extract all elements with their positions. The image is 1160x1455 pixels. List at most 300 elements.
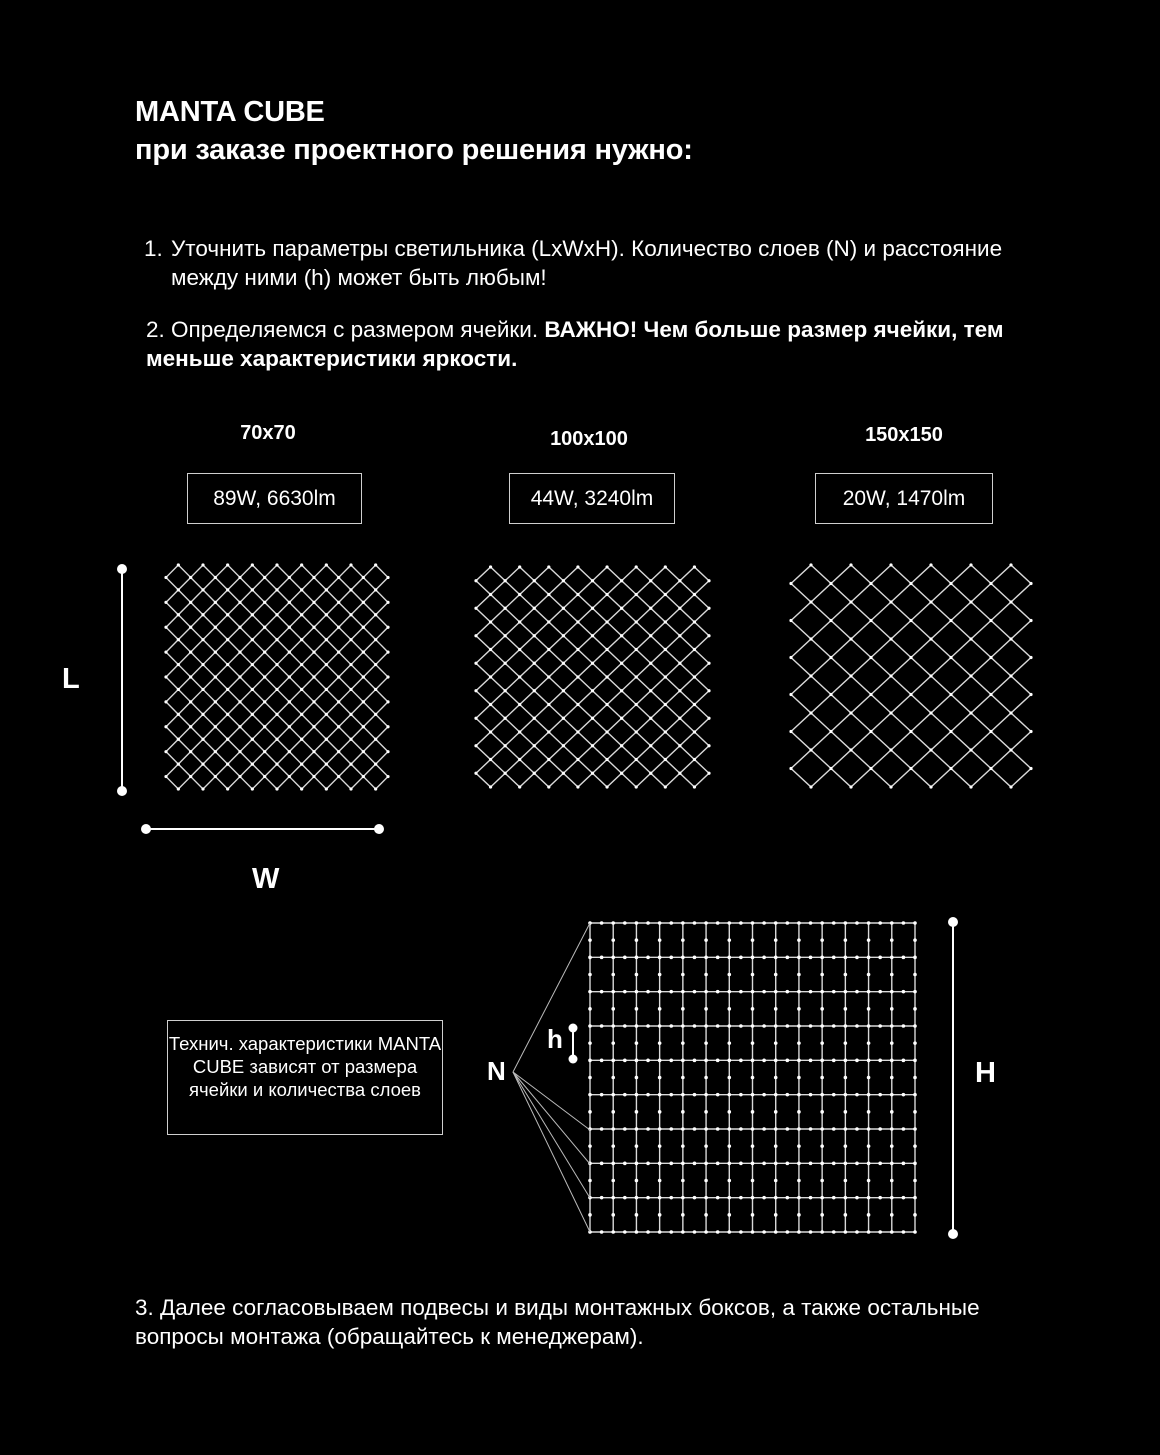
spec-text-100: 44W, 3240lm <box>530 486 654 510</box>
grid-node <box>832 1093 836 1097</box>
mesh-node <box>547 620 550 623</box>
cell-size-label-70: 70x70 <box>240 422 296 444</box>
mesh-node <box>214 626 217 629</box>
mesh-node <box>620 717 623 720</box>
grid-node <box>913 973 917 977</box>
mesh-node <box>275 713 278 716</box>
grid-node <box>820 1059 824 1063</box>
grid-node <box>844 1076 848 1080</box>
mesh-node <box>238 725 241 728</box>
grid-node <box>716 1024 720 1028</box>
mesh-node <box>518 785 521 788</box>
grid-node <box>704 1093 708 1097</box>
mesh-node <box>664 593 667 596</box>
grid-node <box>727 1196 731 1200</box>
grid-node <box>832 1024 836 1028</box>
mesh-node <box>288 626 291 629</box>
mesh-node <box>562 744 565 747</box>
mesh-node <box>635 703 638 706</box>
mesh-node <box>849 563 852 566</box>
grid-node <box>693 1230 697 1234</box>
mesh-node <box>312 601 315 604</box>
grid-node <box>867 1024 871 1028</box>
mesh-node <box>707 607 710 610</box>
grid-node <box>774 938 778 942</box>
grid-node <box>890 1076 894 1080</box>
grid-node <box>878 1162 882 1166</box>
mesh-node <box>849 637 852 640</box>
grid-node <box>751 1162 755 1166</box>
mesh-node <box>605 648 608 651</box>
mesh-node <box>929 711 932 714</box>
mesh-node <box>374 638 377 641</box>
mesh-node <box>300 787 303 790</box>
mesh-node <box>263 750 266 753</box>
mesh-node <box>829 693 832 696</box>
mesh-node <box>562 634 565 637</box>
grid-node <box>774 1110 778 1114</box>
mesh-node <box>562 662 565 665</box>
grid-node <box>774 1041 778 1045</box>
grid-node <box>751 1059 755 1063</box>
grid-node <box>867 1179 871 1183</box>
grid-node <box>704 1196 708 1200</box>
grid-node <box>809 1196 813 1200</box>
grid-node <box>727 1230 731 1234</box>
mesh-node <box>1009 674 1012 677</box>
mesh-node <box>562 579 565 582</box>
mesh-node <box>312 576 315 579</box>
grid-node <box>820 990 824 994</box>
mesh-node <box>504 662 507 665</box>
mesh-node <box>263 675 266 678</box>
grid-node <box>611 1093 615 1097</box>
grid-node <box>786 1196 790 1200</box>
grid-node <box>913 1007 917 1011</box>
grid-node <box>588 973 592 977</box>
mesh-node <box>263 576 266 579</box>
grid-node <box>623 1230 627 1234</box>
mesh-node <box>849 785 852 788</box>
mesh-node <box>214 750 217 753</box>
mesh-node <box>989 582 992 585</box>
mesh-node <box>635 675 638 678</box>
grid-node <box>844 973 848 977</box>
grid-node <box>704 1213 708 1217</box>
grid-node <box>902 921 906 925</box>
grid-node <box>809 1093 813 1097</box>
grid-node <box>704 938 708 942</box>
mesh-node <box>909 582 912 585</box>
grid-node <box>890 1041 894 1045</box>
grid-node <box>681 921 685 925</box>
grid-node <box>600 1059 604 1063</box>
cell-size-label-100: 100x100 <box>550 428 628 450</box>
mesh-node <box>620 662 623 665</box>
grid-node <box>797 1162 801 1166</box>
mesh-node <box>504 634 507 637</box>
mesh-node <box>649 744 652 747</box>
grid-node <box>890 956 894 960</box>
mesh-node <box>929 748 932 751</box>
mesh-node <box>809 600 812 603</box>
mesh-node <box>678 634 681 637</box>
grid-node <box>890 1127 894 1131</box>
grid-node <box>844 938 848 942</box>
mesh-node <box>518 758 521 761</box>
grid-node <box>774 1059 778 1063</box>
mesh-node <box>605 758 608 761</box>
grid-node <box>611 938 615 942</box>
grid-node <box>878 1230 882 1234</box>
mesh-node <box>664 675 667 678</box>
grid-node <box>600 1127 604 1131</box>
mesh-node <box>189 651 192 654</box>
grid-node <box>797 1059 801 1063</box>
mesh-node <box>518 648 521 651</box>
mesh-node <box>374 787 377 790</box>
grid-node <box>588 1179 592 1183</box>
mesh-node <box>201 738 204 741</box>
grid-node <box>797 1144 801 1148</box>
grid-node <box>693 956 697 960</box>
grid-node <box>669 921 673 925</box>
grid-node <box>623 956 627 960</box>
grid-node <box>774 1007 778 1011</box>
grid-node <box>669 1230 673 1234</box>
grid-node <box>727 1144 731 1148</box>
grid-node <box>727 956 731 960</box>
mesh-node <box>909 730 912 733</box>
mesh-node <box>177 738 180 741</box>
grid-node <box>774 1093 778 1097</box>
grid-node <box>635 1230 639 1234</box>
grid-node <box>774 990 778 994</box>
grid-node <box>669 1024 673 1028</box>
mesh-node <box>177 563 180 566</box>
mesh-node <box>504 744 507 747</box>
mesh-node <box>635 730 638 733</box>
grid-node <box>890 938 894 942</box>
grid-node <box>890 1179 894 1183</box>
mesh-node <box>678 689 681 692</box>
grid-node <box>844 1196 848 1200</box>
grid-node <box>762 1059 766 1063</box>
mesh-node <box>362 576 365 579</box>
mesh-node <box>386 651 389 654</box>
grid-node <box>681 1007 685 1011</box>
mesh-node <box>849 748 852 751</box>
grid-node <box>727 973 731 977</box>
mesh-node <box>386 601 389 604</box>
mesh-node <box>949 767 952 770</box>
mesh-node <box>164 675 167 678</box>
mesh-node <box>337 700 340 703</box>
mesh-node <box>789 767 792 770</box>
grid-node <box>681 1093 685 1097</box>
mesh-node <box>226 713 229 716</box>
mesh-node <box>300 613 303 616</box>
mesh-node <box>869 656 872 659</box>
grid-node <box>867 1007 871 1011</box>
mesh-node <box>693 593 696 596</box>
mesh-node <box>226 588 229 591</box>
grid-node <box>913 1059 917 1063</box>
grid-node <box>890 1196 894 1200</box>
grid-node <box>844 956 848 960</box>
grid-node <box>890 973 894 977</box>
grid-node <box>681 990 685 994</box>
grid-node <box>739 1093 743 1097</box>
mesh-node <box>518 675 521 678</box>
grid-node <box>762 956 766 960</box>
grid-node <box>890 921 894 925</box>
mesh-node <box>693 565 696 568</box>
grid-node <box>658 1196 662 1200</box>
grid-node <box>913 1024 917 1028</box>
grid-node <box>658 1162 662 1166</box>
grid-node <box>704 1076 708 1080</box>
grid-node <box>820 1127 824 1131</box>
grid-node <box>600 921 604 925</box>
grid-node <box>809 990 813 994</box>
grid-node <box>716 1093 720 1097</box>
grid-node <box>727 1041 731 1045</box>
mesh-node <box>214 576 217 579</box>
mesh-node <box>337 725 340 728</box>
grid-node <box>704 1110 708 1114</box>
mesh-node <box>164 576 167 579</box>
mesh-lines <box>476 567 709 787</box>
grid-node <box>913 956 917 960</box>
mesh-node <box>576 730 579 733</box>
mesh-node <box>518 730 521 733</box>
mesh-node <box>929 674 932 677</box>
grid-node <box>739 1196 743 1200</box>
grid-node <box>658 1007 662 1011</box>
grid-node <box>902 990 906 994</box>
mesh-node <box>989 693 992 696</box>
grid-node <box>704 1007 708 1011</box>
grid-node <box>588 1041 592 1045</box>
grid-node <box>762 1093 766 1097</box>
grid-node <box>646 1024 650 1028</box>
height-label: H <box>975 1057 996 1089</box>
mesh-node <box>300 763 303 766</box>
grid-node <box>611 1230 615 1234</box>
mesh-node <box>214 725 217 728</box>
mesh-node <box>300 688 303 691</box>
grid-node <box>635 1041 639 1045</box>
mesh-node <box>238 675 241 678</box>
mesh-node <box>251 563 254 566</box>
grid-node <box>588 956 592 960</box>
mesh-node <box>288 775 291 778</box>
mesh-node <box>591 717 594 720</box>
grid-node <box>739 1127 743 1131</box>
mesh-node <box>707 744 710 747</box>
mesh-node <box>164 601 167 604</box>
mesh-node <box>547 675 550 678</box>
grid-node <box>786 1059 790 1063</box>
mesh-node <box>591 634 594 637</box>
grid-node <box>727 1110 731 1114</box>
grid-node <box>902 956 906 960</box>
grid-node <box>855 1162 859 1166</box>
grid-node <box>797 1076 801 1080</box>
grid-node <box>797 921 801 925</box>
grid-node <box>913 1076 917 1080</box>
mesh-node <box>201 713 204 716</box>
grid-node <box>890 1162 894 1166</box>
grid-node <box>658 1179 662 1183</box>
mesh-node <box>386 725 389 728</box>
mesh-node <box>214 675 217 678</box>
mesh-node <box>214 651 217 654</box>
mesh-node <box>1029 767 1032 770</box>
grid-node <box>832 1162 836 1166</box>
grid-node <box>635 1059 639 1063</box>
mesh-node <box>164 750 167 753</box>
mesh-node <box>693 703 696 706</box>
grid-node <box>727 921 731 925</box>
grid-node <box>739 990 743 994</box>
grid-node <box>878 921 882 925</box>
layer-count-lines <box>513 923 590 1232</box>
mesh-node <box>349 787 352 790</box>
grid-node <box>669 1059 673 1063</box>
grid-node <box>635 990 639 994</box>
mesh-node <box>325 638 328 641</box>
grid-node <box>867 1076 871 1080</box>
grid-node <box>844 990 848 994</box>
mesh-node <box>969 637 972 640</box>
length-label: L <box>62 663 80 695</box>
mesh-node <box>349 588 352 591</box>
grid-node <box>704 1024 708 1028</box>
grid-node <box>913 921 917 925</box>
mesh-node <box>789 730 792 733</box>
grid-node <box>635 1162 639 1166</box>
grid-node <box>855 1127 859 1131</box>
layer-spacing-dimension <box>569 1024 578 1064</box>
grid-node <box>681 1059 685 1063</box>
grid-node <box>681 973 685 977</box>
mesh-node <box>591 772 594 775</box>
mesh-node <box>164 651 167 654</box>
mesh-node <box>849 674 852 677</box>
mesh-node <box>533 634 536 637</box>
grid-node <box>867 1162 871 1166</box>
mesh-node <box>312 651 315 654</box>
mesh-node <box>576 675 579 678</box>
grid-node <box>681 1024 685 1028</box>
grid-node <box>600 1093 604 1097</box>
grid-node <box>890 990 894 994</box>
grid-node <box>844 1093 848 1097</box>
mesh-node <box>1009 563 1012 566</box>
mesh-node <box>504 579 507 582</box>
mesh-node <box>909 619 912 622</box>
mesh-node <box>386 775 389 778</box>
grid-node <box>820 1076 824 1080</box>
grid-node <box>797 990 801 994</box>
mesh-node <box>374 588 377 591</box>
mesh-node <box>562 689 565 692</box>
mesh-node <box>969 600 972 603</box>
mesh-node <box>337 651 340 654</box>
mesh-node <box>649 634 652 637</box>
title-line-2: при заказе проектного решения нужно: <box>135 134 693 166</box>
grid-node <box>867 938 871 942</box>
grid-node <box>611 1196 615 1200</box>
mesh-node <box>635 758 638 761</box>
grid-node <box>716 990 720 994</box>
grid-node <box>611 1127 615 1131</box>
grid-node <box>681 1076 685 1080</box>
mesh-node <box>312 700 315 703</box>
grid-node <box>762 1162 766 1166</box>
mesh-node <box>707 662 710 665</box>
grid-node <box>681 1230 685 1234</box>
mesh-node <box>504 772 507 775</box>
grid-node <box>681 1144 685 1148</box>
grid-node <box>600 1162 604 1166</box>
grid-node <box>832 956 836 960</box>
mesh-node <box>325 688 328 691</box>
grid-node <box>751 1196 755 1200</box>
grid-node <box>855 1093 859 1097</box>
mesh-lines <box>791 565 1031 787</box>
mesh-node <box>707 689 710 692</box>
grid-node <box>762 921 766 925</box>
grid-node <box>669 1162 673 1166</box>
grid-node <box>786 990 790 994</box>
grid-node <box>832 921 836 925</box>
grid-node <box>611 1076 615 1080</box>
mesh-node <box>620 744 623 747</box>
mesh-node <box>275 588 278 591</box>
grid-node <box>623 1162 627 1166</box>
grid-node <box>727 938 731 942</box>
grid-node <box>774 1127 778 1131</box>
grid-node <box>774 1024 778 1028</box>
mesh-node <box>678 607 681 610</box>
mesh-node <box>547 565 550 568</box>
grid-node <box>774 1213 778 1217</box>
mesh-node <box>337 675 340 678</box>
mesh-node <box>386 626 389 629</box>
mesh-node <box>374 763 377 766</box>
grid-node <box>658 956 662 960</box>
grid-node <box>704 1127 708 1131</box>
mesh-node <box>275 563 278 566</box>
grid-node <box>681 1179 685 1183</box>
mesh-node <box>349 763 352 766</box>
mesh-node <box>649 717 652 720</box>
grid-node <box>727 1024 731 1028</box>
mesh-node <box>576 758 579 761</box>
grid-node <box>844 1024 848 1028</box>
grid-node <box>611 1110 615 1114</box>
mesh-node <box>789 693 792 696</box>
mesh-node <box>620 689 623 692</box>
mesh-node <box>337 750 340 753</box>
mesh-node <box>678 717 681 720</box>
mesh-node <box>591 579 594 582</box>
mesh-node <box>664 758 667 761</box>
grid-node <box>809 1059 813 1063</box>
